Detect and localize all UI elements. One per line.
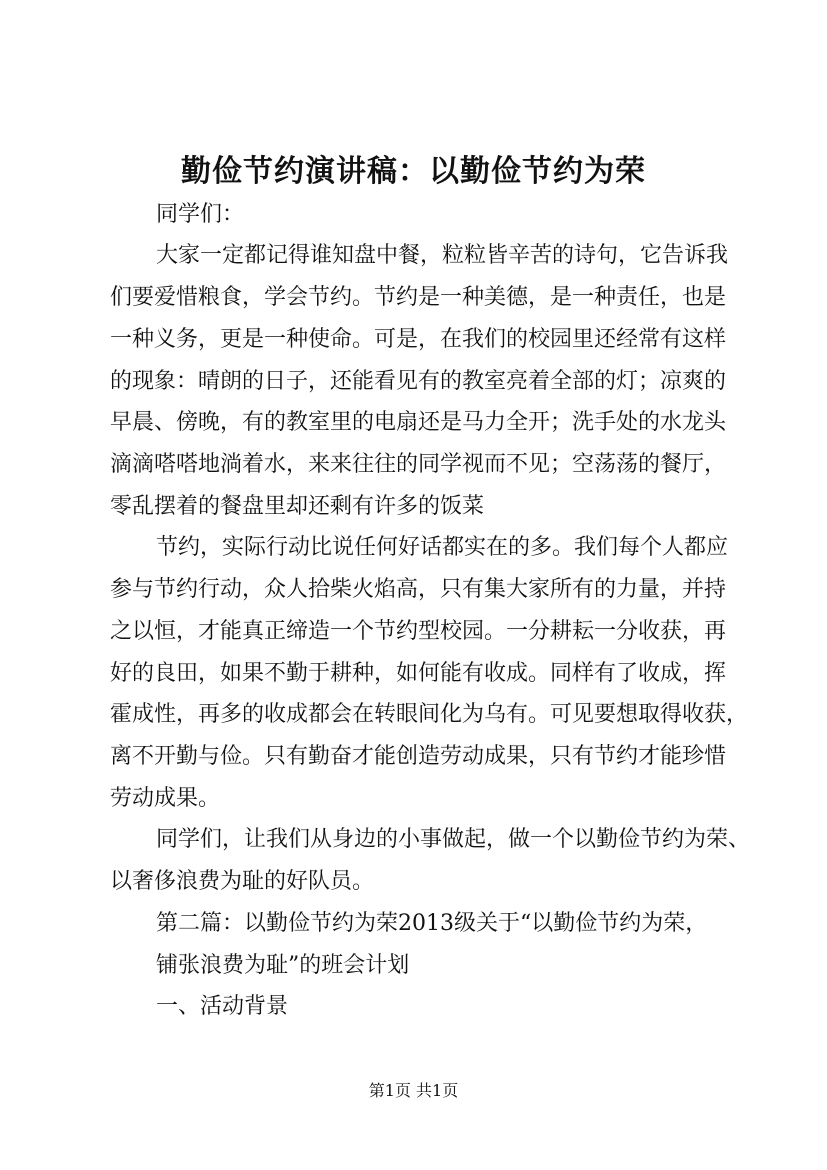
text-line: 一种义务，更是一种使命。可是，在我们的校园里还经常有这样 — [110, 327, 727, 352]
text-line: 早晨、傍晚，有的教室里的电扇还是马力全开；洗手处的水龙头 — [110, 410, 727, 435]
document-title: 勤俭节约演讲稿：以勤俭节约为荣 — [181, 154, 646, 189]
text-line: 零乱摆着的餐盘里却还剩有许多的饭菜 — [110, 494, 485, 519]
text-line: 们要爱惜粮食，学会节约。节约是一种美德，是一种责任，也是 — [110, 285, 727, 310]
text-line: 之以恒，才能真正缔造一个节约型校园。一分耕耘一分收获，再 — [110, 619, 727, 644]
text-line: 同学们： — [156, 202, 245, 227]
section-heading: 铺张浪费为耻”的班会计划 — [156, 953, 410, 978]
text-line: 以奢侈浪费为耻的好队员。 — [110, 869, 375, 894]
text-line: 劳动成果。 — [110, 786, 221, 811]
text-line: 离不开勤与俭。只有勤奋才能创造劳动成果，只有节约才能珍惜 — [110, 744, 727, 769]
text-line: 滴滴嗒嗒地淌着水，来来往往的同学视而不见；空荡荡的餐厅， — [110, 452, 727, 477]
text-line: 大家一定都记得谁知盘中餐，粒粒皆辛苦的诗句，它告诉我 — [156, 243, 729, 268]
text-line: 的现象：晴朗的日子，还能看见有的教室亮着全部的灯；凉爽的 — [110, 369, 727, 394]
text-line: 节约，实际行动比说任何好话都实在的多。我们每个人都应 — [156, 535, 729, 560]
text-line: 霍成性，再多的收成都会在转眼间化为乌有。可见要想取得收获， — [110, 702, 749, 727]
text-line: 好的良田，如果不勤于耕种，如何能有收成。同样有了收成，挥 — [110, 661, 727, 686]
section-heading: 第二篇：以勤俭节约为荣2013级关于“以勤俭节约为荣， — [156, 911, 708, 936]
text-line: 参与节约行动，众人拾柴火焰高，只有集大家所有的力量，并持 — [110, 577, 727, 602]
page-footer: 第1页 共1页 — [368, 1081, 459, 1100]
text-line: 同学们，让我们从身边的小事做起，做一个以勤俭节约为荣、 — [156, 827, 751, 852]
subsection-heading: 一、活动背景 — [156, 994, 289, 1019]
